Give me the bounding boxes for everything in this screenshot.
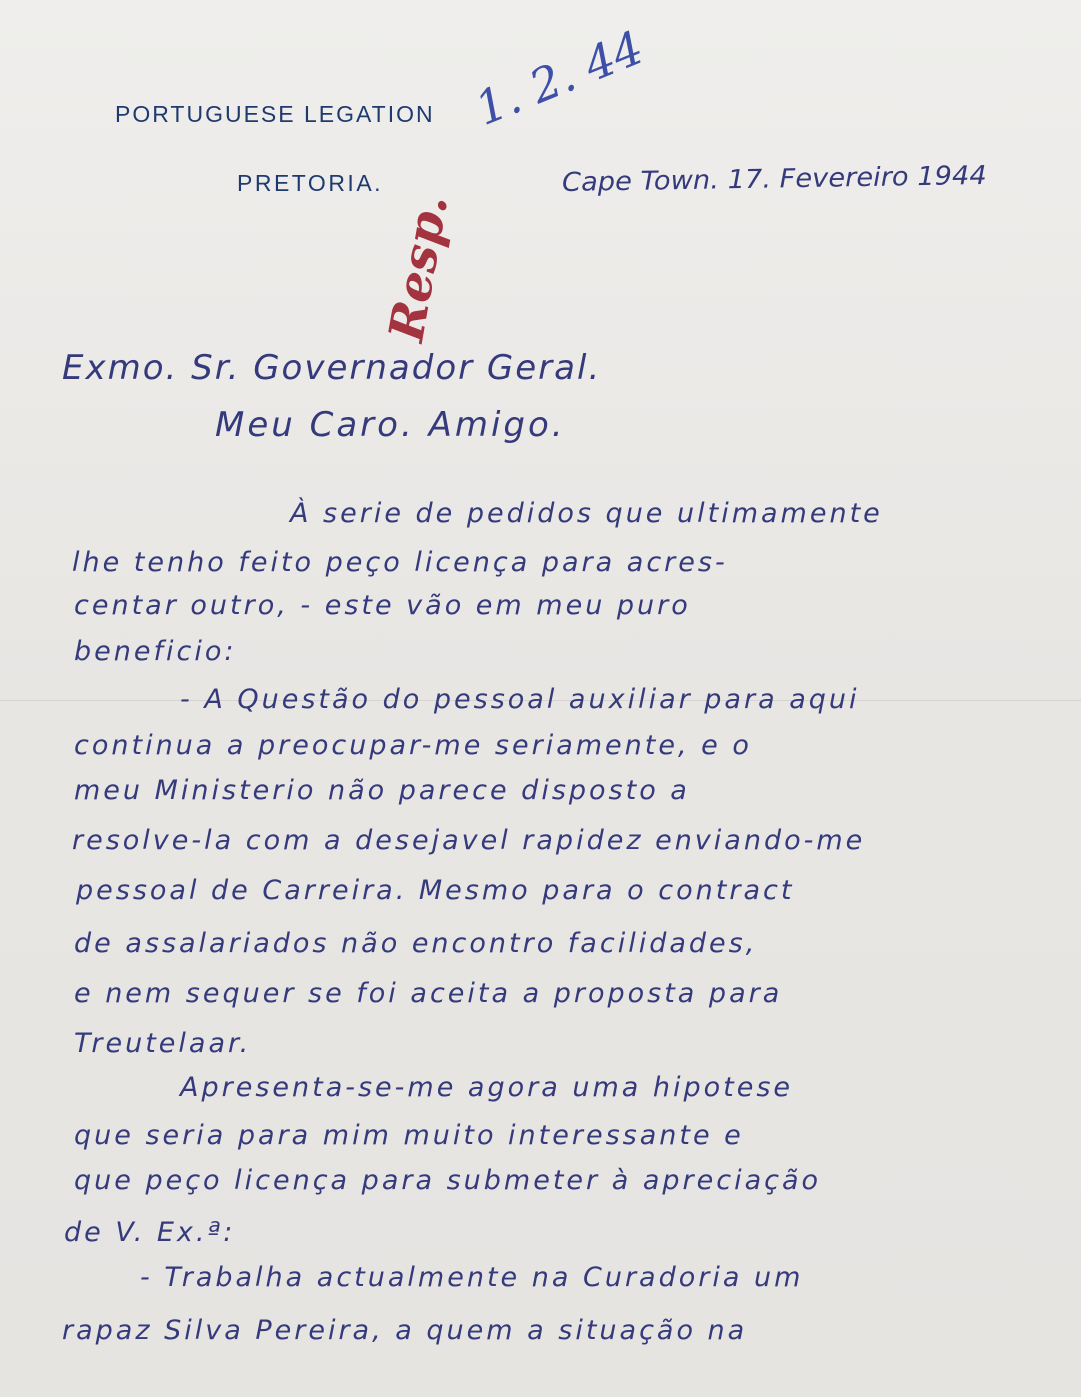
body-line: beneficio: <box>74 636 237 667</box>
response-mark-annotation: Resp. <box>378 190 460 346</box>
body-line: - A Questão do pessoal auxiliar para aqui <box>180 684 860 715</box>
body-line: e nem sequer se foi aceita a proposta para <box>74 978 783 1009</box>
body-line: que peço licença para submeter à apreciação <box>74 1165 822 1196</box>
body-line: lhe tenho feito peço licença para acres- <box>72 547 728 578</box>
body-line: meu Ministerio não parece disposto a <box>74 775 690 806</box>
body-line: À serie de pedidos que ultimamente <box>290 498 883 529</box>
body-line: de V. Ex.ª: <box>64 1217 236 1248</box>
salutation-addressee: Exmo. Sr. Governador Geral. <box>62 348 602 388</box>
body-line: de assalariados não encontro facilidades, <box>74 928 758 959</box>
body-line: Treutelaar. <box>74 1028 252 1059</box>
body-line: pessoal de Carreira. Mesmo para o contract <box>76 875 795 906</box>
letterhead-city: PRETORIA. <box>237 170 384 196</box>
body-line: que seria para mim muito interessante e <box>74 1120 744 1151</box>
body-line: continua a preocupar-me seriamente, e o <box>74 730 752 761</box>
body-line: rapaz Silva Pereira, a quem a situação na <box>62 1315 748 1346</box>
body-line: centar outro, - este vão em meu puro <box>74 590 691 621</box>
archive-number-annotation: 1. 2. 44 <box>467 20 651 137</box>
letter-date: Cape Town. 17. Fevereiro 1944 <box>561 160 988 198</box>
letterhead-name: PORTUGUESE LEGATION <box>115 101 435 127</box>
body-line: - Trabalha actualmente na Curadoria um <box>140 1262 804 1293</box>
body-line: Apresenta-se-me agora uma hipotese <box>180 1072 794 1103</box>
salutation-greeting: Meu Caro. Amigo. <box>215 405 566 445</box>
body-line: resolve-la com a desejavel rapidez enviando-me <box>72 825 866 856</box>
